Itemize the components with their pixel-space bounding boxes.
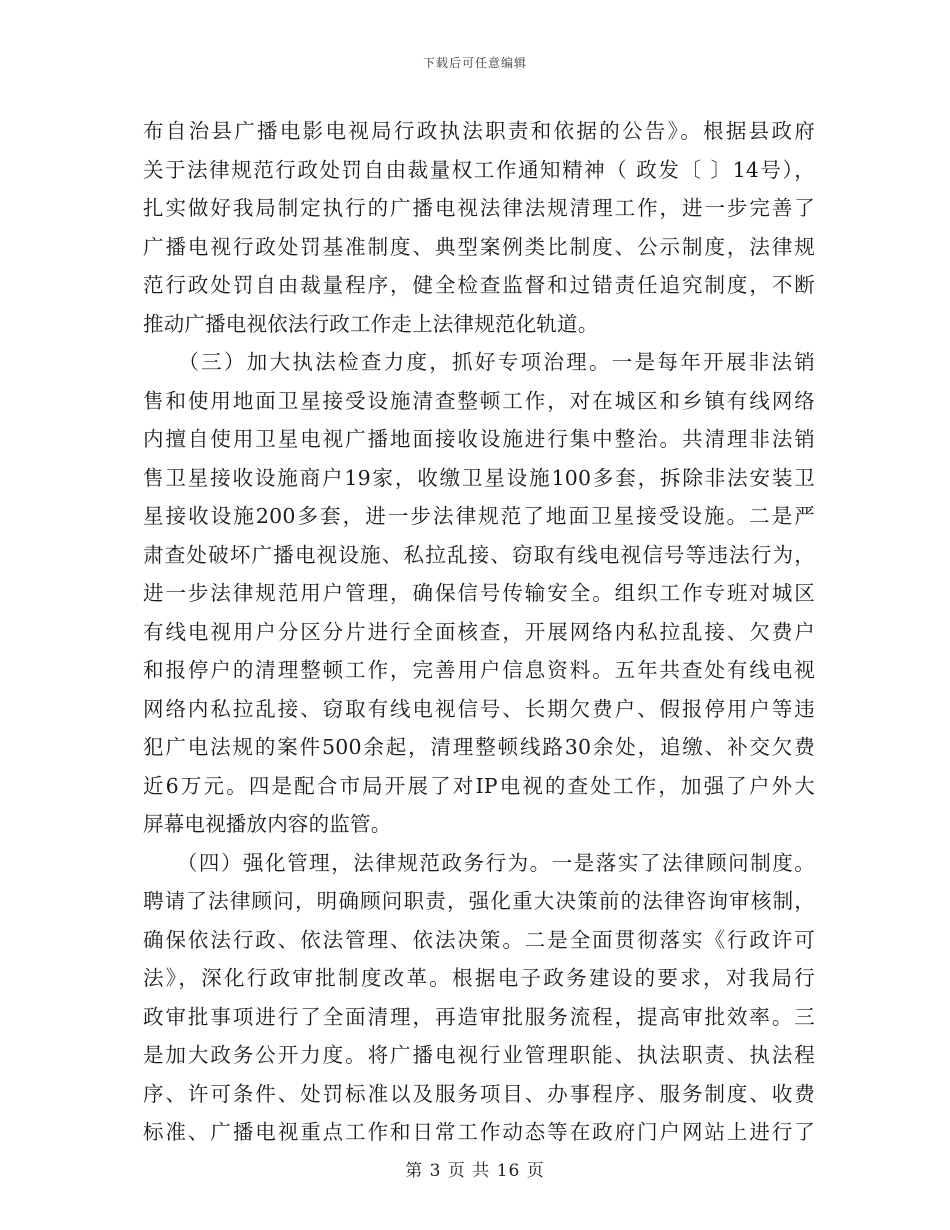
text-line: 推动广播电视依法行政工作走上法律规范化轨道。 [143, 311, 599, 336]
text-line: 售卫星接收设施商户19家，收缴卫星设施100多套，拆除非法安装卫 [143, 465, 815, 490]
text-line: 有线电视用户分区分片进行全面核查，开展网络内私拉乱接、欠费户 [143, 619, 815, 644]
text-line: 标准、广播电视重点工作和日常工作动态等在政府门户网站上进行了 [143, 1120, 815, 1144]
text-line: （三）加大执法检查力度，抓好专项治理。一是每年开展非法销 [143, 350, 815, 374]
text-line: 布自治县广播电影电视局行政执法职责和依据的公告》。根据县政府 [143, 119, 815, 143]
text-line: 聘请了法律顾问，明确顾问职责，强化重大决策前的法律咨询审核制， [143, 889, 815, 913]
body-text [143, 112, 815, 1152]
text-line: 序、许可条件、处罚标准以及服务项目、办事程序、服务制度、收费 [143, 1081, 815, 1106]
text-line: 内擅自使用卫星电视广播地面接收设施进行集中整治。共清理非法销 [143, 427, 815, 451]
header-note: 下载后可任意编辑 [422, 56, 527, 70]
page-number-footer: 第 3 页 共 16 页 [405, 1161, 545, 1181]
text-line: 扎实做好我局制定执行的广播电视法律法规清理工作，进一步完善了 [143, 196, 815, 220]
text-line: 星接收设施200多套，进一步法律规范了地面卫星接受设施。二是严 [143, 504, 815, 528]
text-line: 屏幕电视播放内容的监管。 [143, 812, 392, 836]
text-line: 和报停户的清理整顿工作，完善用户信息资料。五年共查处有线电视 [143, 658, 815, 682]
text-line: 近6万元。四是配合市局开展了对IP电视的查处工作，加强了户外大 [143, 773, 815, 798]
text-line: 肃查处破坏广播电视设施、私拉乱接、窃取有线电视信号等违法行为， [143, 542, 815, 567]
text-line: 广播电视行政处罚基准制度、典型案例类比制度、公示制度，法律规 [143, 234, 815, 259]
text-line: 关于法律规范行政处罚自由裁量权工作通知精神（ 政发〔 〕14号）， [143, 157, 815, 182]
text-line: 范行政处罚自由裁量程序，健全检查监督和过错责任追究制度，不断 [143, 273, 815, 297]
text-line: 网络内私拉乱接、窃取有线电视信号、长期欠费户、假报停用户等违 [143, 696, 815, 721]
text-line: 政审批事项进行了全面清理，再造审批服务流程，提高审批效率。三 [143, 1004, 815, 1029]
text-line: 法》，深化行政审批制度改革。根据电子政务建设的要求，对我局行 [143, 966, 815, 990]
text-line: 犯广电法规的案件500余起，清理整顿线路30余处，追缴、补交欠费 [143, 735, 815, 759]
text-line: （四）强化管理，法律规范政务行为。一是落实了法律顾问制度。 [143, 850, 815, 875]
text-line: 是加大政务公开力度。将广播电视行业管理职能、执法职责、执法程 [143, 1043, 815, 1067]
text-line: 确保依法行政、依法管理、依法决策。二是全面贯彻落实《行政许可 [143, 927, 815, 952]
text-line: 售和使用地面卫星接受设施清查整顿工作，对在城区和乡镇有线网络 [143, 388, 815, 413]
text-line: 进一步法律规范用户管理，确保信号传输安全。组织工作专班对城区 [143, 581, 815, 605]
